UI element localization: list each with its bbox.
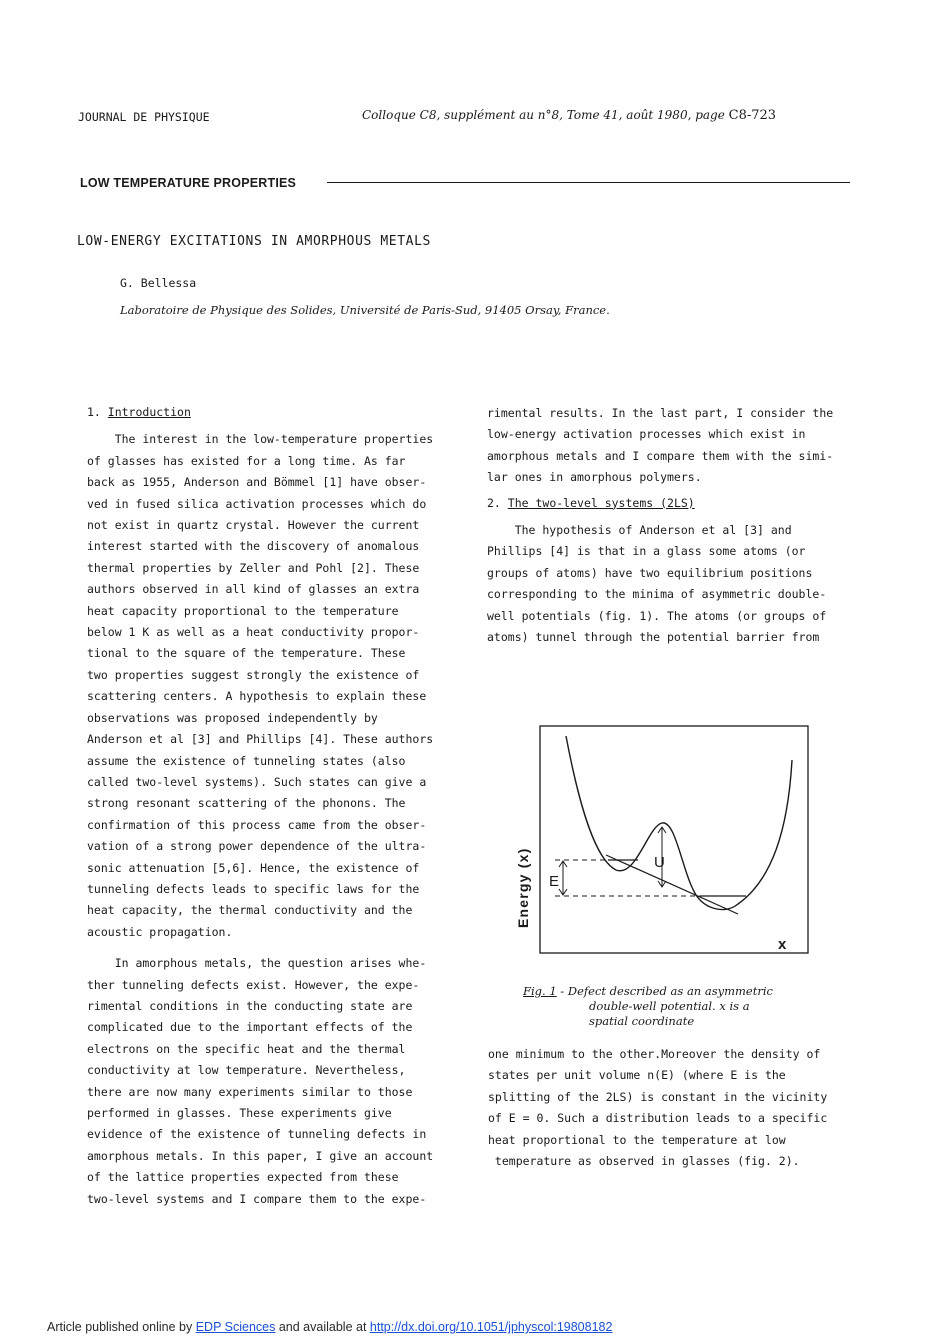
text-line: ther tunneling defects exist. However, the expe- xyxy=(87,977,420,992)
E-label: E xyxy=(549,873,560,890)
U-label: U xyxy=(654,854,665,871)
text-line: atoms) tunnel through the potential barrier from xyxy=(487,630,820,645)
page-number: C8-723 xyxy=(728,108,777,123)
text-line: vation of a strong power dependence of the ultra- xyxy=(87,839,427,854)
text-line: back as 1955, Anderson and Bömmel [1] have obser- xyxy=(87,475,427,490)
text-line: of the lattice properties expected from these xyxy=(87,1170,399,1185)
section-2-title: The two-level systems (2LS) xyxy=(507,495,695,510)
text-line: Phillips [4] is that in a glass some atoms (or xyxy=(487,544,806,559)
footer xyxy=(47,1320,612,1334)
text-line: rimental results. In the last part, I consider the xyxy=(487,406,834,420)
left-paragraph-1 xyxy=(87,429,433,943)
section-1-heading xyxy=(87,402,433,423)
text-line: of E = 0. Such a distribution leads to a specific xyxy=(488,1111,828,1126)
paper-title: LOW-ENERGY EXCITATIONS IN AMORPHOUS METALS xyxy=(77,234,431,249)
text-line: below 1 K as well as a heat conductivity propor- xyxy=(87,625,420,640)
journal-name: JOURNAL DE PHYSIQUE xyxy=(78,110,210,124)
left-column xyxy=(87,402,433,1210)
text-line: of glasses has existed for a long time. As far xyxy=(87,453,406,468)
colloque-reference xyxy=(362,108,776,123)
text-line: conductivity at low temperature. Nevertheless, xyxy=(87,1063,406,1078)
text-line: well potentials (fig. 1). The atoms (or groups of xyxy=(487,608,827,623)
author: G. Bellessa xyxy=(120,276,197,290)
text-line: observations was proposed independently by xyxy=(87,710,378,725)
text-line: there are now many experiments similar to those xyxy=(87,1084,413,1099)
text-line: heat proportional to the temperature at low xyxy=(488,1132,786,1147)
footer-prefix: Article published online by xyxy=(47,1320,196,1334)
text-line: amorphous metals. In this paper, I give an account xyxy=(87,1148,434,1163)
caption-line-1 xyxy=(523,984,773,999)
text-line: evidence of the existence of tunneling defects in xyxy=(87,1127,427,1142)
text-line: acoustic propagation. xyxy=(87,924,233,939)
text-line: In amorphous metals, the question arises whe- xyxy=(87,956,427,971)
text-line: two properties suggest strongly the existence of xyxy=(87,667,420,682)
text-line: interest started with the discovery of anomalous xyxy=(87,539,420,554)
footer-middle: and available at xyxy=(275,1320,370,1334)
text-line: thermal properties by Zeller and Pohl [2]. These xyxy=(87,560,420,575)
text-line: tunneling defects leads to specific laws for the xyxy=(87,881,420,896)
text-line: called two-level systems). Such states can give a xyxy=(87,774,427,789)
right-paragraph-1 xyxy=(487,403,833,489)
publisher-link[interactable]: EDP Sciences xyxy=(195,1320,276,1334)
section-1-number: 1. xyxy=(87,405,108,419)
right-paragraph-2 xyxy=(487,520,833,648)
x-axis-label: x xyxy=(778,936,787,953)
text-line: splitting of the 2LS) is constant in the vicinity xyxy=(488,1089,828,1104)
figure-frame xyxy=(540,726,808,953)
affiliation: Laboratoire de Physique des Solides, Université de Paris-Sud, 91405 Orsay, France. xyxy=(120,303,610,317)
text-line: The interest in the low-temperature properties xyxy=(87,432,434,447)
text-line: authors observed in all kind of glasses an extra xyxy=(87,582,420,597)
text-line: corresponding to the minima of asymmetric double- xyxy=(487,587,827,602)
left-paragraph-2 xyxy=(87,953,433,1210)
text-line: assume the existence of tunneling states (also xyxy=(87,753,406,768)
doi-link[interactable]: http://dx.doi.org/10.1051/jphyscol:19808182 xyxy=(369,1320,613,1334)
text-line: heat capacity, the thermal conductivity and the xyxy=(87,903,413,918)
text-line: heat capacity proportional to the temperature xyxy=(87,603,399,618)
text-line: lar ones in amorphous polymers. xyxy=(487,470,702,485)
text-line: strong resonant scattering of the phonons. The xyxy=(87,796,406,811)
caption-fig-label: Fig. 1 xyxy=(523,984,557,998)
caption-line-3: spatial coordinate xyxy=(589,1014,695,1028)
text-line: not exist in quartz crystal. However the current xyxy=(87,518,420,533)
text-line: ved in fused silica activation processes which do xyxy=(87,496,427,511)
figure-1 xyxy=(510,720,810,960)
section-1-title: Introduction xyxy=(107,405,191,419)
double-well-diagram xyxy=(510,720,810,960)
text-line: rimental conditions in the conducting state are xyxy=(87,998,413,1013)
text-line: electrons on the specific heat and the thermal xyxy=(87,1041,406,1056)
right-column xyxy=(487,403,833,648)
text-line: complicated due to the important effects of the xyxy=(87,1020,413,1035)
text-line: Anderson et al [3] and Phillips [4]. These authors xyxy=(87,732,434,747)
caption-line-2: double-well potential. x is a xyxy=(589,999,750,1013)
text-line: low-energy activation processes which exist in xyxy=(487,427,806,442)
text-line: states per unit volume n(E) (where E is the xyxy=(488,1068,786,1083)
section-rule xyxy=(327,182,850,183)
colloque-text: Colloque C8, supplément au n°8, Tome 41, août 1980, page xyxy=(362,108,725,122)
right-paragraph-3 xyxy=(488,1044,827,1172)
text-line: two-level systems and I compare them to the expe- xyxy=(87,1191,427,1206)
y-axis-label: Energy (x) xyxy=(515,847,531,928)
text-line: sonic attenuation [5,6]. Hence, the existence of xyxy=(87,860,420,875)
section-2-number: 2. xyxy=(487,495,508,510)
section-heading: LOW TEMPERATURE PROPERTIES xyxy=(80,176,297,190)
text-line: scattering centers. A hypothesis to explain these xyxy=(87,689,427,704)
text-line: groups of atoms) have two equilibrium positions xyxy=(487,565,813,580)
text-line: amorphous metals and I compare them with the simi- xyxy=(487,448,834,463)
right-column-continued xyxy=(488,1044,827,1172)
section-2-heading xyxy=(487,493,833,514)
text-line: performed in glasses. These experiments give xyxy=(87,1106,392,1120)
text-line: temperature as observed in glasses (fig. 2). xyxy=(488,1154,800,1169)
caption-text-1: - Defect described as an asymmetric xyxy=(556,984,773,998)
potential-curve xyxy=(566,736,792,910)
text-line: confirmation of this process came from the obser- xyxy=(87,817,427,832)
text-line: one minimum to the other.Moreover the density of xyxy=(488,1047,821,1061)
figure-caption xyxy=(523,984,773,1029)
asymmetry-line xyxy=(606,855,738,914)
text-line: The hypothesis of Anderson et al [3] and xyxy=(487,523,792,538)
text-line: tional to the square of the temperature. These xyxy=(87,646,406,661)
